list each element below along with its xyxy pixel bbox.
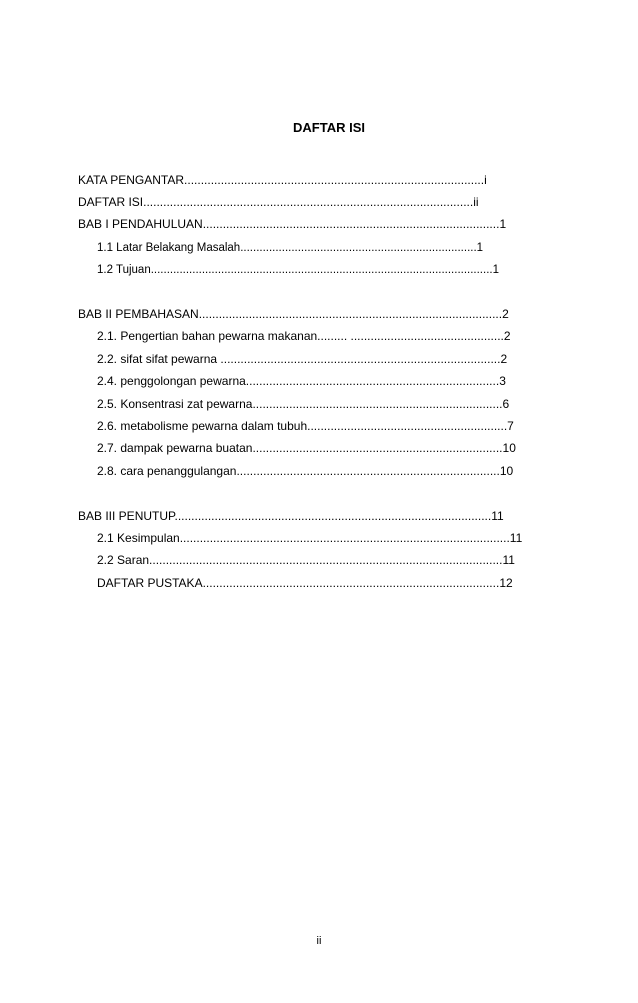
toc-leader-dots: .........................................................................................	[202, 217, 500, 231]
toc-label: 2.1. Pengertian bahan pewarna makanan	[97, 329, 318, 343]
toc-entry-2-4[interactable]	[97, 373, 550, 389]
toc-entry-1-1[interactable]	[97, 240, 550, 256]
toc-entry-2-6[interactable]	[97, 418, 550, 434]
toc-label: 2.2 Saran	[97, 553, 150, 567]
toc-leader-dots: ..........................................................................................	[184, 173, 485, 187]
footer-page-number: ii	[316, 935, 322, 947]
toc-page-number: ii	[473, 195, 479, 209]
toc-entry-2-7[interactable]	[97, 440, 550, 456]
toc-page-number: 11	[502, 553, 515, 567]
toc-leader-dots: ...............................................................................	[236, 464, 500, 478]
toc-page-number: 10	[502, 441, 516, 455]
toc-page-number: 12	[499, 576, 513, 590]
toc-leader-dots: ...........................................................................................................	[150, 264, 493, 276]
toc-page-number: 10	[499, 464, 514, 478]
toc-leader-dots: ............................................................	[307, 419, 508, 433]
toc-entry-bab-3[interactable]	[78, 508, 550, 524]
toc-label: BAB III PENUTUP	[78, 509, 175, 523]
toc-entry-kesimpulan[interactable]	[97, 530, 550, 546]
toc-entry-daftar-pustaka[interactable]	[97, 575, 550, 591]
toc-leader-dots: ...........................................................................	[252, 397, 503, 411]
toc-entry-2-1[interactable]	[97, 328, 550, 344]
toc-leader-dots: ..........................................................................	[240, 242, 477, 254]
toc-label: 1.2 Tujuan	[97, 264, 151, 276]
toc-entry-bab-1[interactable]	[78, 216, 550, 232]
toc-leader-dots: ...........................................................................	[252, 441, 503, 455]
toc-page-number: 2	[502, 307, 509, 321]
toc-label: BAB I PENDAHULUAN	[78, 217, 203, 231]
toc-page-number: 1	[476, 242, 484, 254]
toc-label: DAFTAR ISI	[78, 195, 144, 209]
toc-leader-dots: ...................................................................................................	[143, 195, 474, 209]
toc-leader-dots: ............................................................................	[245, 374, 500, 388]
toc-label: 2.8. cara penanggulangan	[97, 464, 237, 478]
toc-page-number: i	[484, 173, 487, 187]
toc-label: 2.4. penggolongan pewarna	[97, 374, 246, 388]
toc-label: 1.1 Latar Belakang Masalah	[97, 242, 241, 254]
toc-entry-daftar-isi[interactable]	[78, 194, 550, 210]
toc-label: 2.1 Kesimpulan	[97, 531, 180, 545]
toc-entry-saran[interactable]	[97, 552, 550, 568]
toc-page-number: 11	[491, 509, 504, 523]
toc-leader-dots: ...................................................................................................	[179, 531, 510, 545]
toc-label: 2.6. metabolisme pewarna dalam tubuh	[97, 419, 308, 433]
toc-entry-kata-pengantar[interactable]	[78, 172, 550, 188]
toc-page-number: 11	[509, 531, 523, 545]
toc-leader-dots: ..........................................................................................................	[149, 553, 503, 567]
toc-page-number: 2	[503, 329, 511, 343]
toc-label: DAFTAR PUSTAKA	[97, 576, 203, 590]
toc-leader-dots: ...............................................................................................	[174, 509, 492, 523]
toc-label: 2.7. dampak pewarna buatan	[97, 441, 253, 455]
toc-page-number: 1	[492, 264, 499, 276]
toc-page-number: 1	[499, 217, 507, 231]
toc-label: BAB II PEMBAHASAN	[78, 307, 199, 321]
toc-entry-bab-2[interactable]	[78, 306, 550, 322]
toc-entry-2-2[interactable]	[97, 351, 550, 367]
toc-leader-dots: ....................................................................................	[220, 352, 501, 366]
toc-entry-2-8[interactable]	[97, 463, 550, 479]
toc-label: 2.5. Konsentrasi zat pewarna	[97, 397, 253, 411]
toc-leader-dots: ...........................................................................................	[198, 307, 503, 321]
toc-page-number: 2	[500, 352, 508, 366]
toc-page-number: 6	[502, 397, 510, 411]
toc-entry-1-2[interactable]	[97, 262, 550, 278]
toc-label: KATA PENGANTAR	[78, 173, 185, 187]
toc-label: 2.2. sifat sifat pewarna	[97, 352, 221, 366]
toc-page-number: 7	[507, 419, 514, 433]
toc-entry-2-5[interactable]	[97, 396, 550, 412]
toc-leader-dots: .........................................................................................	[202, 576, 500, 590]
toc-leader-dots: ......... ..............................................	[317, 329, 504, 343]
toc-page-number: 3	[499, 374, 506, 388]
page-title: DAFTAR ISI	[293, 120, 365, 135]
